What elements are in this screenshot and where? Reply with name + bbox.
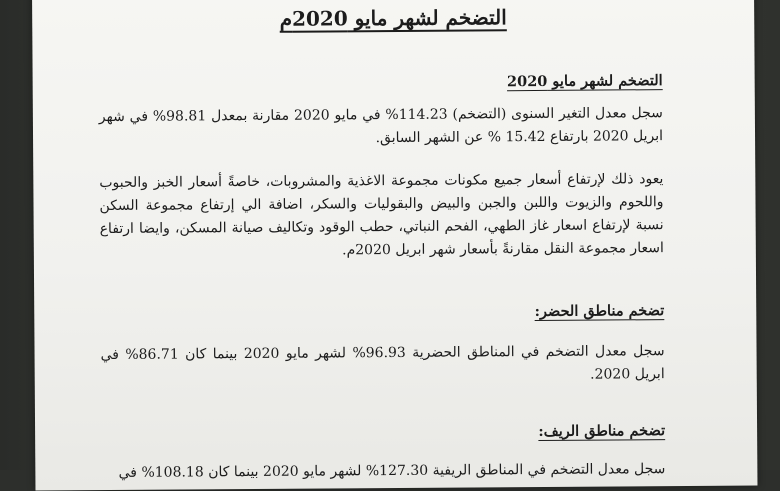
section-heading-may-inflation: التضخم لشهر مايو 2020	[506, 72, 663, 91]
section-heading-urban: تضخم مناطق الحضر:	[534, 302, 665, 321]
paragraph-rural: سجل معدل التضخم في المناطق الريفية 127.30% لشهر مايو 2020 بينما كان 108.18% في	[118, 461, 666, 481]
paragraph-annual-rate: سجل معدل التغير السنوى (التضخم) 114.23% في مايو 2020 مقارنة بمعدل 98.81% في شهر ابريل 2020 بارتفاع 15.42 % عن الشهر السابق.	[98, 105, 664, 147]
section-heading-rural: تضخم مناطق الريف:	[538, 422, 666, 440]
paragraph-reasons: يعود ذلك لإرتفاع أسعار جميع مكونات مجموعة الاغذية والمشروبات، خاصةً أسعار الخبز والحبوب واللحوم والزيوت واللبن والجبن والبيض والبقوليات والسكر، اضافة الي إرتفاع مجموعة السكن نسبة لإرتفاع اسعار غاز الطهي، الفحم النباتي، حطب الوقود وتكاليف صيانة المسكن، وايضا ارتفاع اسعار مجموعة النقل مقارنةً بأسعار شهر ابريل 2020م.	[99, 171, 664, 259]
paragraph-urban: سجل معدل التضخم في المناطق الحضرية 96.93% لشهر مايو 2020 بينما كان 86.71% في ابريل 2020.	[100, 343, 665, 383]
paper-sheet	[32, 0, 757, 491]
document-body	[32, 0, 757, 491]
document-title: التضخم لشهر مايو 2020م	[279, 5, 507, 31]
